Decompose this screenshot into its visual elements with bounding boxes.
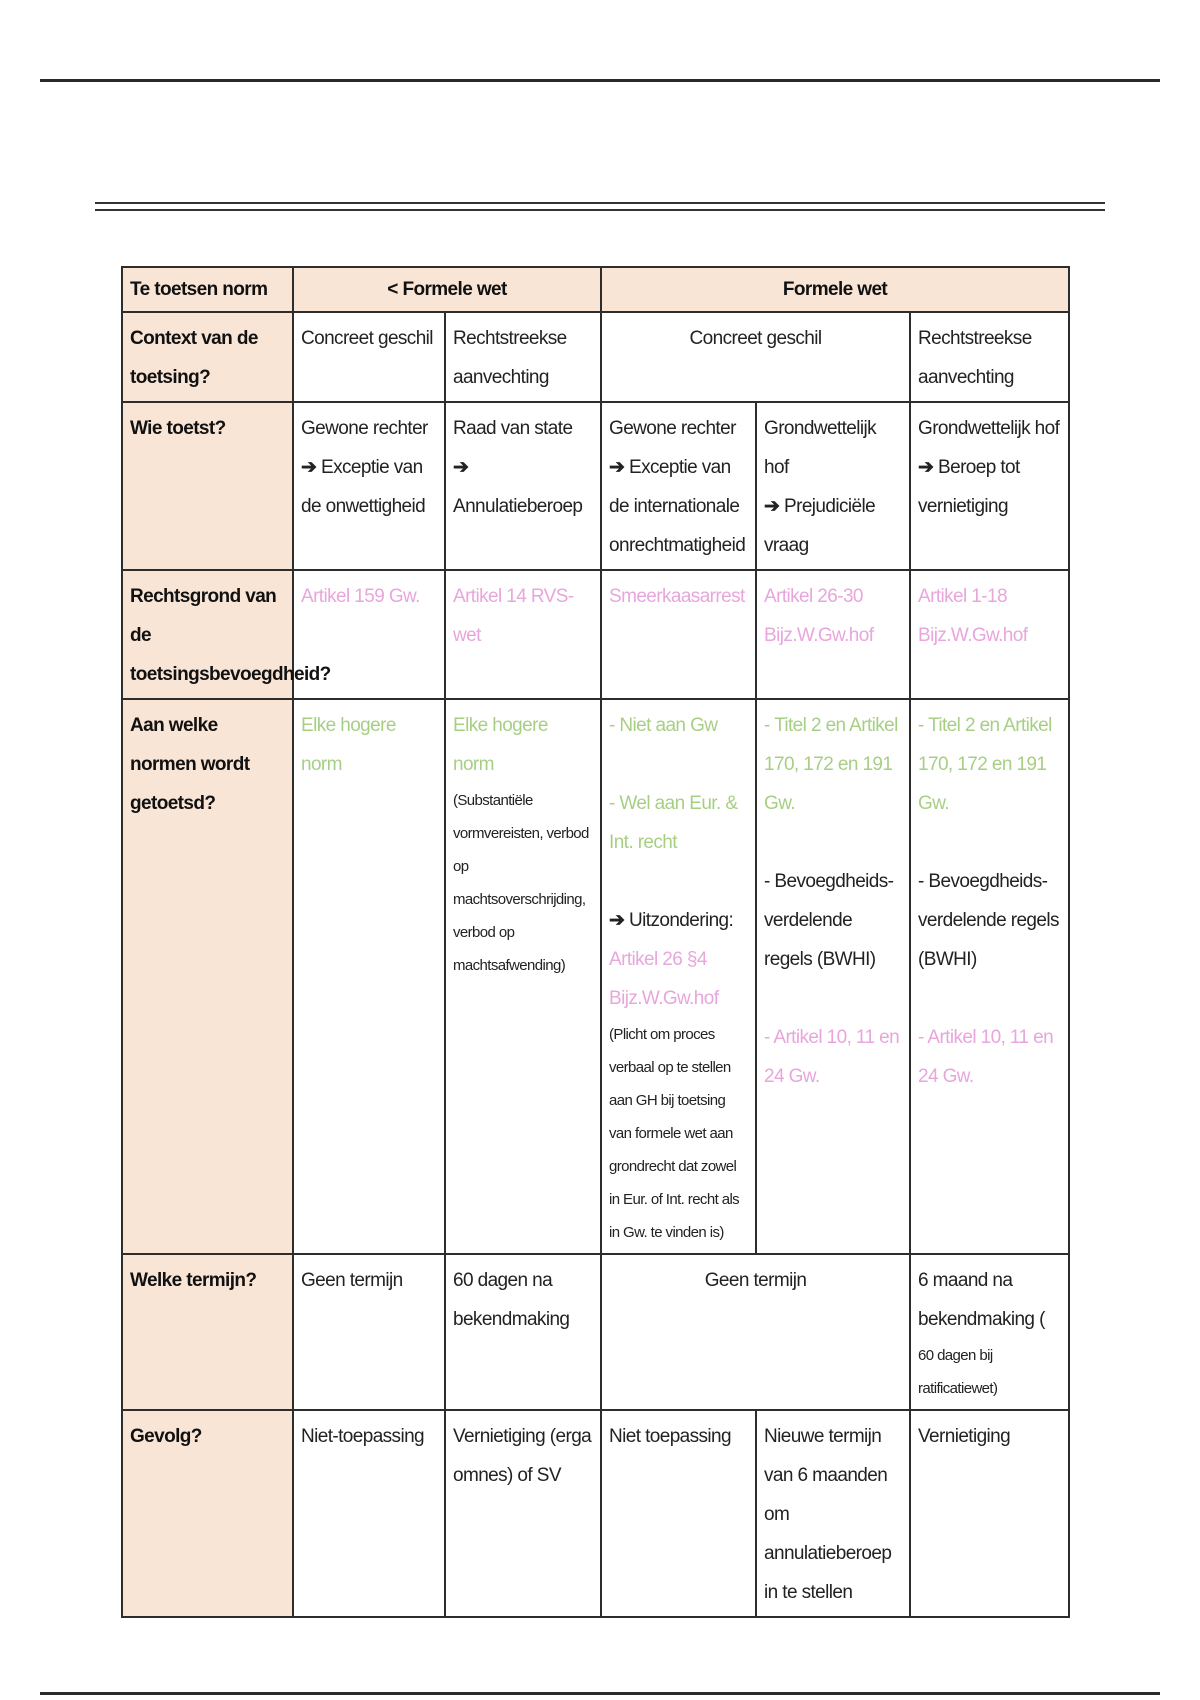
result-cell-4: Nieuwe termijn van 6 maanden om annulatieberoep in te stellen: [756, 1410, 910, 1617]
who-cell-3: [601, 402, 756, 570]
top-rule: [40, 79, 1160, 82]
context-cell-1: Concreet geschil: [293, 312, 445, 402]
result-cell-2: Vernietiging (erga omnes) of SV: [445, 1410, 601, 1617]
table-row-header: [122, 267, 1069, 312]
norms-cell-1: Elke hogere norm: [293, 699, 445, 1254]
term-main-text: 6 maand na bekendmaking (: [918, 1270, 1045, 1330]
row-label-norms: Aan welke normen wordt getoetsd?: [122, 699, 293, 1254]
who-cell-4: [756, 402, 910, 570]
row-label-norm: Te toetsen norm: [122, 267, 293, 312]
basis-cell-4: Artikel 26-30 Bijz.W.Gw.hof: [756, 570, 910, 699]
basis-cell-1: Artikel 159 Gw.: [293, 570, 445, 699]
term-cell-2: 60 dagen na bekendmaking: [445, 1254, 601, 1410]
norms-competence-rules: - Bevoegdheids-verdelende regels (BWHI): [918, 871, 1059, 970]
row-label-context: Context van de toetsing?: [122, 312, 293, 402]
arrow-icon: ➔: [764, 496, 780, 517]
who-judge-label: Grondwettelijk hof: [918, 418, 1060, 439]
table-row-basis: [122, 570, 1069, 699]
term-note: 60 dagen bij ratificatiewet): [918, 1347, 998, 1397]
basis-cell-5: Artikel 1-18 Bijz.W.Gw.hof: [910, 570, 1069, 699]
norms-title-2: - Titel 2 en Artikel 170, 172 en 191 Gw.: [764, 715, 898, 814]
norms-cell-3: [601, 699, 756, 1254]
arrow-icon: ➔: [918, 457, 934, 478]
who-procedure-label: Beroep tot vernietiging: [918, 457, 1020, 517]
norms-note: (Substantiële vormvereisten, verbod op machtsoverschrijding, verbod op machtsafwending): [453, 792, 589, 974]
arrow-icon: ➔: [453, 457, 469, 478]
context-cell-3: Concreet geschil: [601, 312, 910, 402]
norms-cell-5: [910, 699, 1069, 1254]
arrow-icon: ➔: [609, 910, 625, 931]
who-cell-2: [445, 402, 601, 570]
who-judge-label: Gewone rechter: [609, 418, 736, 439]
context-cell-2: Rechtstreekse aanvechting: [445, 312, 601, 402]
row-label-result: Gevolg?: [122, 1410, 293, 1617]
table-row-term: [122, 1254, 1069, 1410]
row-label-basis: Rechtsgrond van de toetsingsbevoegdheid?: [122, 570, 293, 699]
bottom-rule: [40, 1692, 1160, 1695]
norms-competence-rules: - Bevoegdheids-verdelende regels (BWHI): [764, 871, 894, 970]
norms-cell-4: [756, 699, 910, 1254]
term-cell-5: [910, 1254, 1069, 1410]
context-cell-5: Rechtstreekse aanvechting: [910, 312, 1069, 402]
table-row-result: [122, 1410, 1069, 1617]
arrow-icon: ➔: [609, 457, 625, 478]
norms-equality-articles: - Artikel 10, 11 en 24 Gw.: [918, 1027, 1054, 1087]
who-cell-1: [293, 402, 445, 570]
double-rule: [95, 202, 1105, 211]
term-cell-1: Geen termijn: [293, 1254, 445, 1410]
table-row-who: [122, 402, 1069, 570]
basis-cell-2: Artikel 14 RVS-wet: [445, 570, 601, 699]
result-cell-1: Niet-toepassing: [293, 1410, 445, 1617]
table-row-context: [122, 312, 1069, 402]
norms-equality-articles: - Artikel 10, 11 en 24 Gw.: [764, 1027, 900, 1087]
exception-label: Uitzondering:: [629, 910, 734, 931]
column-lower-than-formal-law: < Formele wet: [293, 267, 601, 312]
norms-eur-int-law: - Wel aan Eur. & Int. recht: [609, 793, 738, 853]
who-cell-5: [910, 402, 1069, 570]
norms-title-2: - Titel 2 en Artikel 170, 172 en 191 Gw.: [918, 715, 1052, 814]
who-procedure-label: Annulatieberoep: [453, 496, 583, 517]
exception-note: (Plicht om proces verbaal op te stellen aan GH bij toetsing van formele wet aan grondrecht dat zowel in Eur. of Int. recht als in Gw. te vinden is): [609, 1026, 740, 1241]
result-cell-5: Vernietiging: [910, 1410, 1069, 1617]
term-cell-3: Geen termijn: [601, 1254, 910, 1410]
arrow-icon: ➔: [301, 457, 317, 478]
exception-reference: Artikel 26 §4 Bijz.W.Gw.hof: [609, 949, 719, 1009]
norms-not-constitution: - Niet aan Gw: [609, 715, 718, 736]
who-procedure-label: Prejudiciële vraag: [764, 496, 876, 556]
table-row-norms: [122, 699, 1069, 1254]
who-judge-label: Grondwettelijk hof: [764, 418, 876, 478]
row-label-term: Welke termijn?: [122, 1254, 293, 1410]
norms-cell-2: [445, 699, 601, 1254]
who-procedure-label: Exceptie van de onwettigheid: [301, 457, 426, 517]
norms-main-text: Elke hogere norm: [453, 715, 548, 775]
basis-cell-3: Smeerkaasarrest: [601, 570, 756, 699]
row-label-who: Wie toetst?: [122, 402, 293, 570]
who-judge-label: Gewone rechter: [301, 418, 428, 439]
comparison-table: [121, 266, 1070, 1618]
result-cell-3: Niet toepassing: [601, 1410, 756, 1617]
column-formal-law: Formele wet: [601, 267, 1069, 312]
who-judge-label: Raad van state: [453, 418, 573, 439]
who-procedure-label: Exceptie van de internationale onrechtmatigheid: [609, 457, 746, 556]
